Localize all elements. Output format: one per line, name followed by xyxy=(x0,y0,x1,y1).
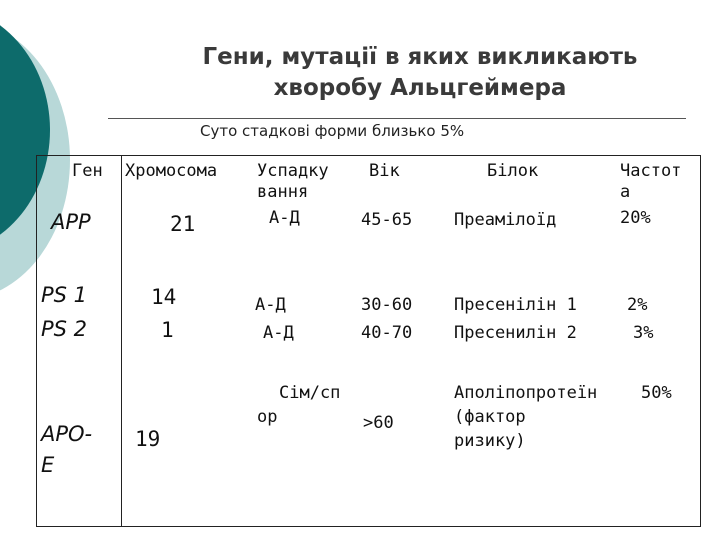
cell-frequency-ps2: 3% xyxy=(633,323,654,343)
header-inheritance-2: вання xyxy=(257,182,309,202)
title-line-1: Гени, мутації в яких викликають xyxy=(202,44,638,70)
title-divider xyxy=(108,118,686,119)
cell-inheritance-ps2: А-Д xyxy=(263,323,294,343)
cell-protein-apoe-2: (фактор xyxy=(454,407,526,427)
cell-chromosome-apoe: 19 xyxy=(135,427,161,451)
cell-gene-app: APP xyxy=(51,210,91,234)
header-protein: Білок xyxy=(487,161,539,181)
header-age: Вік xyxy=(369,161,400,181)
cell-inheritance-ps1: А-Д xyxy=(255,295,286,315)
cell-age-apoe: >60 xyxy=(363,413,394,433)
cell-gene-ps2: PS 2 xyxy=(41,317,88,341)
slide-title xyxy=(120,42,720,104)
cell-protein-ps2: Пресенилін 2 xyxy=(454,323,577,343)
header-gene: Ген xyxy=(72,161,103,181)
column-divider xyxy=(121,156,122,526)
genes-table xyxy=(36,155,701,527)
cell-chromosome-app: 21 xyxy=(170,212,196,236)
cell-chromosome-ps2: 1 xyxy=(161,318,174,342)
cell-protein-app: Преамілоїд xyxy=(454,210,557,230)
cell-gene-ps1: PS 1 xyxy=(41,283,88,307)
cell-protein-ps1: Пресенілін 1 xyxy=(454,295,577,315)
title-line-2: хворобу Альцгеймера xyxy=(273,75,567,101)
cell-inheritance-app: А-Д xyxy=(269,208,300,228)
cell-gene-apoe-1: APO- xyxy=(41,422,93,446)
cell-age-ps1: 30-60 xyxy=(361,295,413,315)
cell-chromosome-ps1: 14 xyxy=(151,285,177,309)
header-frequency-2: а xyxy=(620,182,631,202)
cell-protein-apoe-3: ризику) xyxy=(454,431,526,451)
cell-protein-apoe-1: Аполіпопротеїн xyxy=(454,383,598,403)
cell-inheritance-apoe-2: ор xyxy=(257,407,278,427)
cell-age-ps2: 40-70 xyxy=(361,323,413,343)
cell-frequency-app: 20% xyxy=(620,208,651,228)
header-chromosome: Хромосома xyxy=(125,161,218,181)
header-inheritance-1: Успадку xyxy=(257,161,329,181)
cell-inheritance-apoe-1: Сім/сп xyxy=(279,383,341,403)
cell-gene-apoe-2: E xyxy=(41,453,55,477)
cell-frequency-ps1: 2% xyxy=(627,295,648,315)
slide-subtitle: Суто стадкові форми близько 5% xyxy=(200,122,465,140)
cell-age-app: 45-65 xyxy=(361,210,413,230)
header-frequency-1: Частот xyxy=(620,161,682,181)
cell-frequency-apoe: 50% xyxy=(641,383,672,403)
